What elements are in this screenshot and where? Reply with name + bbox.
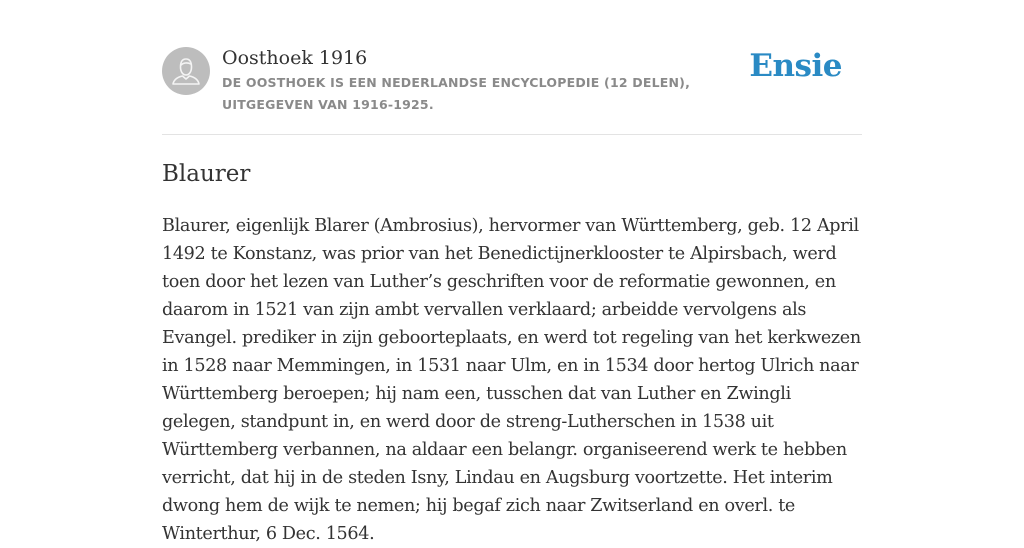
source-avatar[interactable] xyxy=(162,47,210,95)
ensie-logo[interactable]: Ensie xyxy=(749,48,842,84)
article-body: Blaurer, eigenlijk Blarer (Ambrosius), hervormer van Württemberg, geb. 12 April 1492 te Konstanz, was prior van het Benedictijnerklooster te Alpirsbach, werd toen door het lezen van Luther’s geschriften voor de reformatie gewonnen, en daarom in 1521 van zijn ambt vervallen verklaard; arbeidde vervolgens als Evangel. prediker in zijn geboorteplaats, en werd tot regeling van het kerkwezen in 1528 naar Memmingen, in 1531 naar Ulm, en in 1534 door hertog Ulrich naar Württemberg beroepen; hij nam een, tusschen dat van Luther en Zwingli gelegen, standpunt in, en werd door de streng-Lutherschen in 1538 uit Württemberg verbannen, na aldaar een belangr. organiseerend werk te hebben verricht, dat hij in de steden Isny, Lindau en Augsburg voortzette. Het interim dwong hem de wijk te nemen; hij begaf zich naar Zwitserland en overl. te Winterthur, 6 Dec. 1564. xyxy=(162,216,861,544)
source-header xyxy=(162,44,862,135)
article-title: Blaurer xyxy=(162,161,251,187)
user-placeholder-icon xyxy=(162,47,210,95)
source-title[interactable]: Oosthoek 1916 xyxy=(222,47,368,69)
source-description: DE OOSTHOEK IS EEN NEDERLANDSE ENCYCLOPEDIE (12 DELEN), UITGEGEVEN VAN 1916-1925. xyxy=(222,75,691,112)
